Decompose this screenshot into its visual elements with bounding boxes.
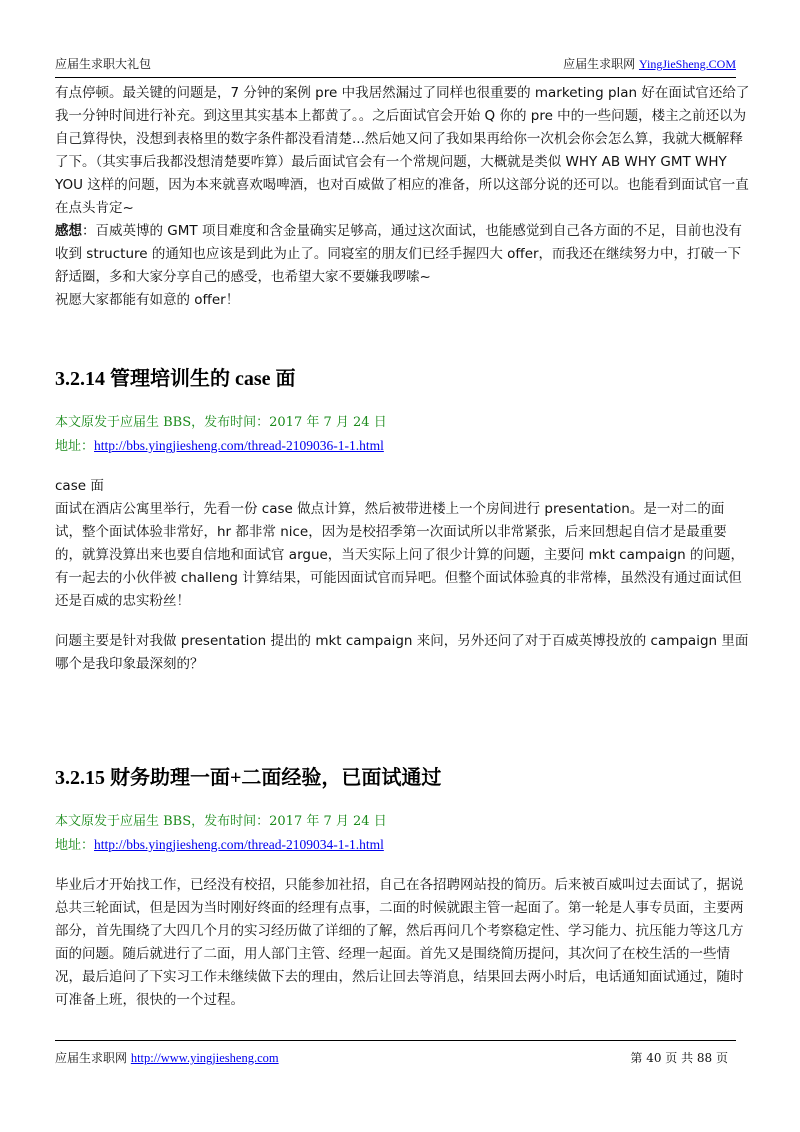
footer-site-label: 应届生求职网 [55,1051,131,1065]
section-3-2-15-address [55,833,751,857]
footer-site [55,1049,279,1066]
page-header [55,55,736,78]
feel-label: 感想 [55,223,82,239]
feel-paragraph [55,220,751,289]
section-3-2-15-title: 3.2.15 财务助理一面+二面经验，已面试通过 [55,767,442,789]
section-3-2-14-p2: 面试在酒店公寓里举行，先看一份 case 做点计算，然后被带进楼上一个房间进行 presentation。是一对二的面试，整个面试体验非常好，hr 都非常 nice，因为是校招季第一次面试所以非常紧张，后来回想起自信才是最重要的，就算没算出来也要自信地和面试官 argue，当天实际上问了很少计算的问题，主要问 mkt campaign 的问题，有一起去的小伙伴被 challeng 计算结果，可能因面试官而异吧。但整个面试体验真的非常棒，虽然没有通过面试但还是百威的忠实粉丝！ [55,501,745,609]
header-site-link[interactable]: YingJieSheng.COM [638,57,736,71]
section-3-2-14-address [55,434,751,458]
header-site-label: 应届生求职网 [563,57,639,71]
section-3-2-15-link[interactable]: http://bbs.yingjiesheng.com/thread-2109034-1-1.html [94,837,384,852]
page-number: 第 40 页 共 88 页 [630,1051,728,1065]
section-3-2-14-source: 本文原发于应届生 BBS，发布时间：2017 年 7 月 24 日 [55,415,387,430]
header-title: 应届生求职大礼包 [55,57,152,71]
address-label: 地址： [55,838,95,853]
page-footer [55,1040,736,1065]
section-3-2-15-source: 本文原发于应届生 BBS，发布时间：2017 年 7 月 24 日 [55,814,387,829]
section-3-2-14-p3: 问题主要是针对我做 presentation 提出的 mkt campaign 来问，另外还问了对于百威英博投放的 campaign 里面哪个是我印象最深刻的？ [55,633,749,672]
section-3-2-14-link[interactable]: http://bbs.yingjiesheng.com/thread-2109036-1-1.html [94,438,384,453]
header-site [563,55,736,72]
wish-paragraph: 祝愿大家都能有如意的 offer！ [55,292,240,308]
intro-paragraph: 有点停顿。最关键的问题是，7 分钟的案例 pre 中我居然漏过了同样也很重要的 marketing plan 好在面试官还给了我一分钟时间进行补充。到这里其实基本上都黄了。。之后面试官会开始 Q 你的 pre 中的一些问题，楼主之前还以为自己算得快，没想到表格里的数字条件都没看清楚...然后她又问了我如果再给你一次机会你会怎么算，我就大概解释了下。（其实事后我都没想清楚要咋算）最后面试官会有一个常规问题，大概就是类似 WHY AB WHY GMT WHY YOU 这样的问题，因为本来就喜欢喝啤酒，也对百威做了相应的准备，所以这部分说的还可以。也能看到面试官一直在点头肯定~ [55,85,750,216]
section-3-2-15-p1: 毕业后才开始找工作，已经没有校招，只能参加社招，自己在各招聘网站投的简历。后来被百威叫过去面试了，据说总共三轮面试，但是因为当时刚好终面的经理有点事，二面的时候就跟主管一起面了。第一轮是人事专员面，主要两部分，首先围绕了大四几个月的实习经历做了详细的了解，然后再问几个考察稳定性、学习能力、抗压能力等这几方面的问题。随后就进行了二面，用人部门主管、经理一起面。首先又是围绕简历提问，其次问了在校生活的一些情况，最后追问了下实习工作未继续做下去的理由，然后让回去等消息，结果回去两小时后，电话通知面试通过，随时可准备上班，很快的一个过程。 [55,877,744,1008]
page-content [55,82,751,1012]
footer-site-link[interactable]: http://www.yingjiesheng.com [130,1051,279,1065]
address-label: 地址： [55,439,95,454]
section-3-2-14-title: 3.2.14 管理培训生的 case 面 [55,368,296,390]
feel-text: ：百威英博的 GMT 项目难度和含金量确实足够高，通过这次面试，也能感觉到自己各方面的不足，目前也没有收到 structure 的通知也应该是到此为止了。同寝室的朋友们已经手握四大 offer，而我还在继续努力中，打破一下舒适圈，多和大家分享自己的感受，也希望大家不要嫌我啰嗦~ [55,223,742,285]
section-3-2-14-p1: case 面 [55,478,104,494]
